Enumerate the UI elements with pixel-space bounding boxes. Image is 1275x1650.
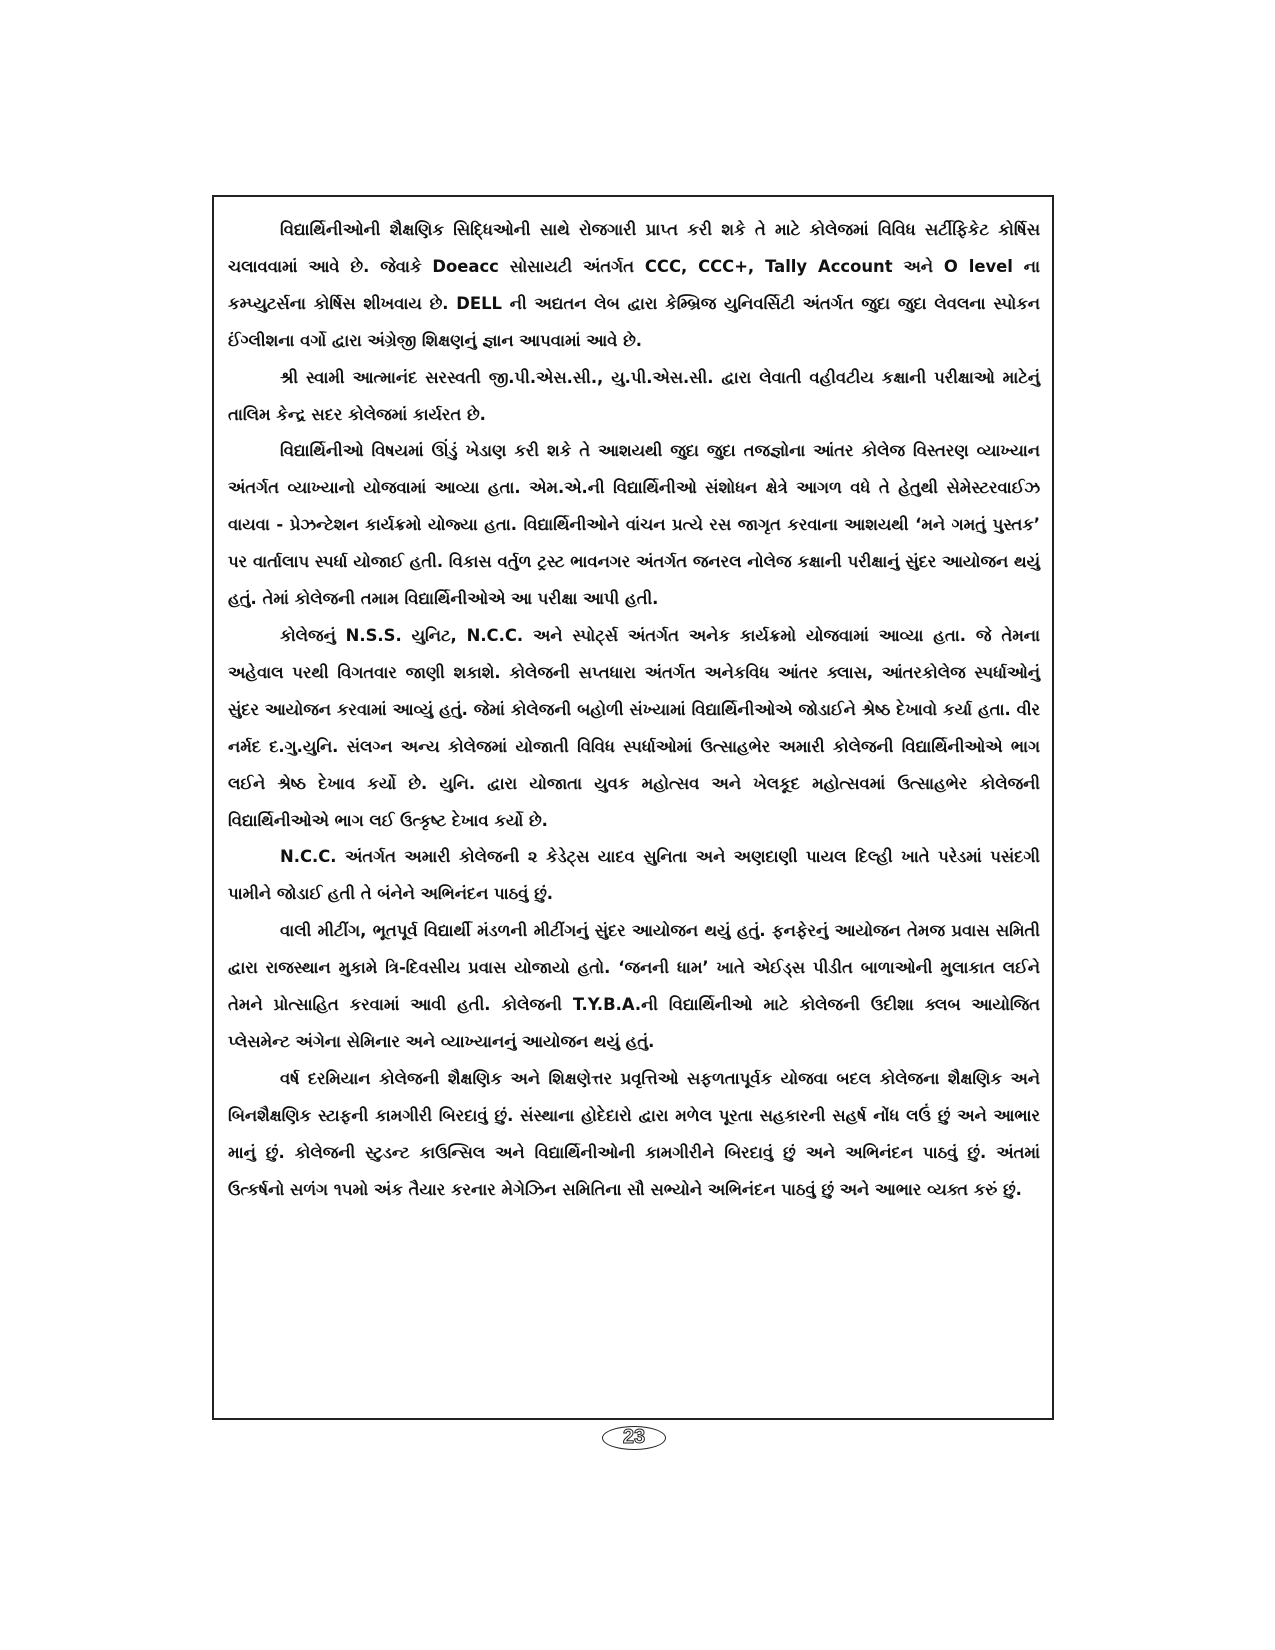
paragraph-meetings-tours: વાલી મીટીંગ, ભૂતપૂર્વ વિદ્યાર્થી મંડળની મીટીંગનું સુંદર આયોજન થયું હતું. ફનફેરનું આયોજન તેમજ પ્રવાસ સમિતી દ્વારા રાજસ્થાન મુકામે ત્રિ-દિવસીય પ્રવાસ યોજાયો હતો. ‘જનની ધામ’ ખાતે એઈડ્સ પીડીત બાળાઓની મુલાકાત લઈને તેમને પ્રોત્સાહિત કરવામાં આવી હતી. કોલેજની T.Y.B.A.ની વિદ્યાર્થિનીઓ માટે કોલેજની ઉદીશા ક્લબ આયોજિત પ્લેસમેન્ટ અંગેના સેમિનાર અને વ્યાખ્યાનનું આયોજન થયું હતું. xyxy=(228,921,1040,1051)
paragraph-training-centre: શ્રી સ્વામી આત્માનંદ સરસ્વતી જી.પી.એસ.સી., યુ.પી.એસ.સી. દ્વારા લેવાતી વહીવટીય કક્ષાની પરીક્ષાઓ માટેનું તાલિમ કેન્દ્ર સદર કોલેજમાં કાર્યરત છે. xyxy=(228,367,1040,424)
paragraph-lectures-competitions: વિદ્યાર્થિનીઓ વિષયમાં ઊંડું ખેડાણ કરી શકે તે આશયથી જુદા જુદા તજજ્ઞોના આંતર કોલેજ વિસ્તરણ વ્યાખ્યાન અંતર્ગત વ્યાખ્યાનો યોજવામાં આવ્યા હતા. એમ.એ.ની વિદ્યાર્થિનીઓ સંશોધન ક્ષેત્રે આગળ વધે તે હેતુથી સેમેસ્ટરવાઈઝ વાયવા - પ્રેઝન્ટેશન કાર્યક્રમો યોજ્યા હતા. વિદ્યાર્થિનીઓને વાંચન પ્રત્યે રસ જાગૃત કરવાના આશયથી ‘મને ગમતું પુસ્તક’ પર વાર્તાલાપ સ્પર્ધા યોજાઈ હતી. વિકાસ વર્તુળ ટ્રસ્ટ ભાવનગર અંતર્ગત જનરલ નોલેજ કક્ષાની પરીક્ષાનું સુંદર આયોજન થયું હતું. તેમાં કોલેજની તમામ વિદ્યાર્થિનીઓએ આ પરીક્ષા આપી હતી. xyxy=(228,441,1040,609)
document-body xyxy=(228,212,1040,1208)
paragraph-certificate-courses: વિદ્યાર્થિનીઓની શૈક્ષણિક સિદ્ધિઓની સાથે રોજગારી પ્રાપ્ત કરી શકે તે માટે કોલેજમાં વિવિધ સર્ટીફિકેટ કોર્ષિસ ચલાવવામાં આવે છે. જેવાકે Doeacc સોસાયટી અંતર્ગત CCC, CCC+, Tally Account અને O level ના કમ્પ્યુટર્સના કોર્ષિસ શીખવાય છે. DELL ની અદ્યતન લેબ દ્વારા કેમ્બ્રિજ યુનિવર્સિટી અંતર્ગત જુદા જુદા લેવલના સ્પોકન ઈંગ્લીશના વર્ગો દ્વારા અંગ્રેજી શિક્ષણનું જ્ઞાન આપવામાં આવે છે. xyxy=(228,220,1040,350)
paragraph-acknowledgement: વર્ષ દરમિયાન કોલેજની શૈક્ષણિક અને શિક્ષણેત્તર પ્રવૃત્તિઓ સફળતાપૂર્વક યોજવા બદલ કોલેજના શૈક્ષણિક અને બિનશૈક્ષણિક સ્ટાફની કામગીરી બિરદાવું છું. સંસ્થાના હોદેદારો દ્વારા મળેલ પૂરતા સહકારની સહર્ષ નોંધ લઉં છું અને આભાર માનું છું. કોલેજની સ્ટુડન્ટ કાઉન્સિલ અને વિદ્યાર્થિનીઓની કામગીરીને બિરદાવું છું અને અભિનંદન પાઠવું છું. અંતમાં ઉત્કર્ષનો સળંગ ૧૫મો અંક તૈયાર કરનાર મેગેઝિન સમિતિના સૌ સભ્યોને અભિનંદન પાઠવું છું અને આભાર વ્યક્ત કરું છું. xyxy=(228,1068,1040,1199)
page-number: 23 xyxy=(602,1426,666,1450)
paragraph-ncc-cadets: N.C.C. અંતર્ગત અમારી કોલેજની ૨ કેડેટ્સ યાદવ સુનિતા અને અણદાણી પાયલ દિલ્હી ખાતે પરેડમાં પસંદગી પામીને જોડાઈ હતી તે બંનેને અભિનંદન પાઠવું છું. xyxy=(228,847,1040,904)
paragraph-nss-ncc-sports: કોલેજનું N.S.S. યુનિટ, N.C.C. અને સ્પોર્ટ્સ અંતર્ગત અનેક કાર્યક્રમો યોજવામાં આવ્યા હતા. જે તેમના અહેવાલ પરથી વિગતવાર જાણી શકાશે. કોલેજની સપ્તધારા અંતર્ગત અનેકવિધ આંતર ક્લાસ, આંતરકોલેજ સ્પર્ધાઓનું સુંદર આયોજન કરવામાં આવ્યું હતું. જેમાં કોલેજની બહોળી સંખ્યામાં વિદ્યાર્થિનીઓએ જોડાઈને શ્રેષ્ઠ દેખાવો કર્યા હતા. વીર નર્મદ દ.ગુ.યુનિ. સંલગ્ન અન્ય કોલેજમાં યોજાતી વિવિધ સ્પર્ધાઓમાં ઉત્સાહભેર અમારી કોલેજની વિદ્યાર્થિનીઓએ ભાગ લઈને શ્રેષ્ઠ દેખાવ કર્યો છે. યુનિ. દ્વારા યોજાતા યુવક મહોત્સવ અને ખેલકૂદ મહોત્સવમાં ઉત્સાહભેર કોલેજની વિદ્યાર્થિનીઓએ ભાગ લઈ ઉત્કૃષ્ટ દેખાવ કર્યો છે. xyxy=(228,625,1040,830)
